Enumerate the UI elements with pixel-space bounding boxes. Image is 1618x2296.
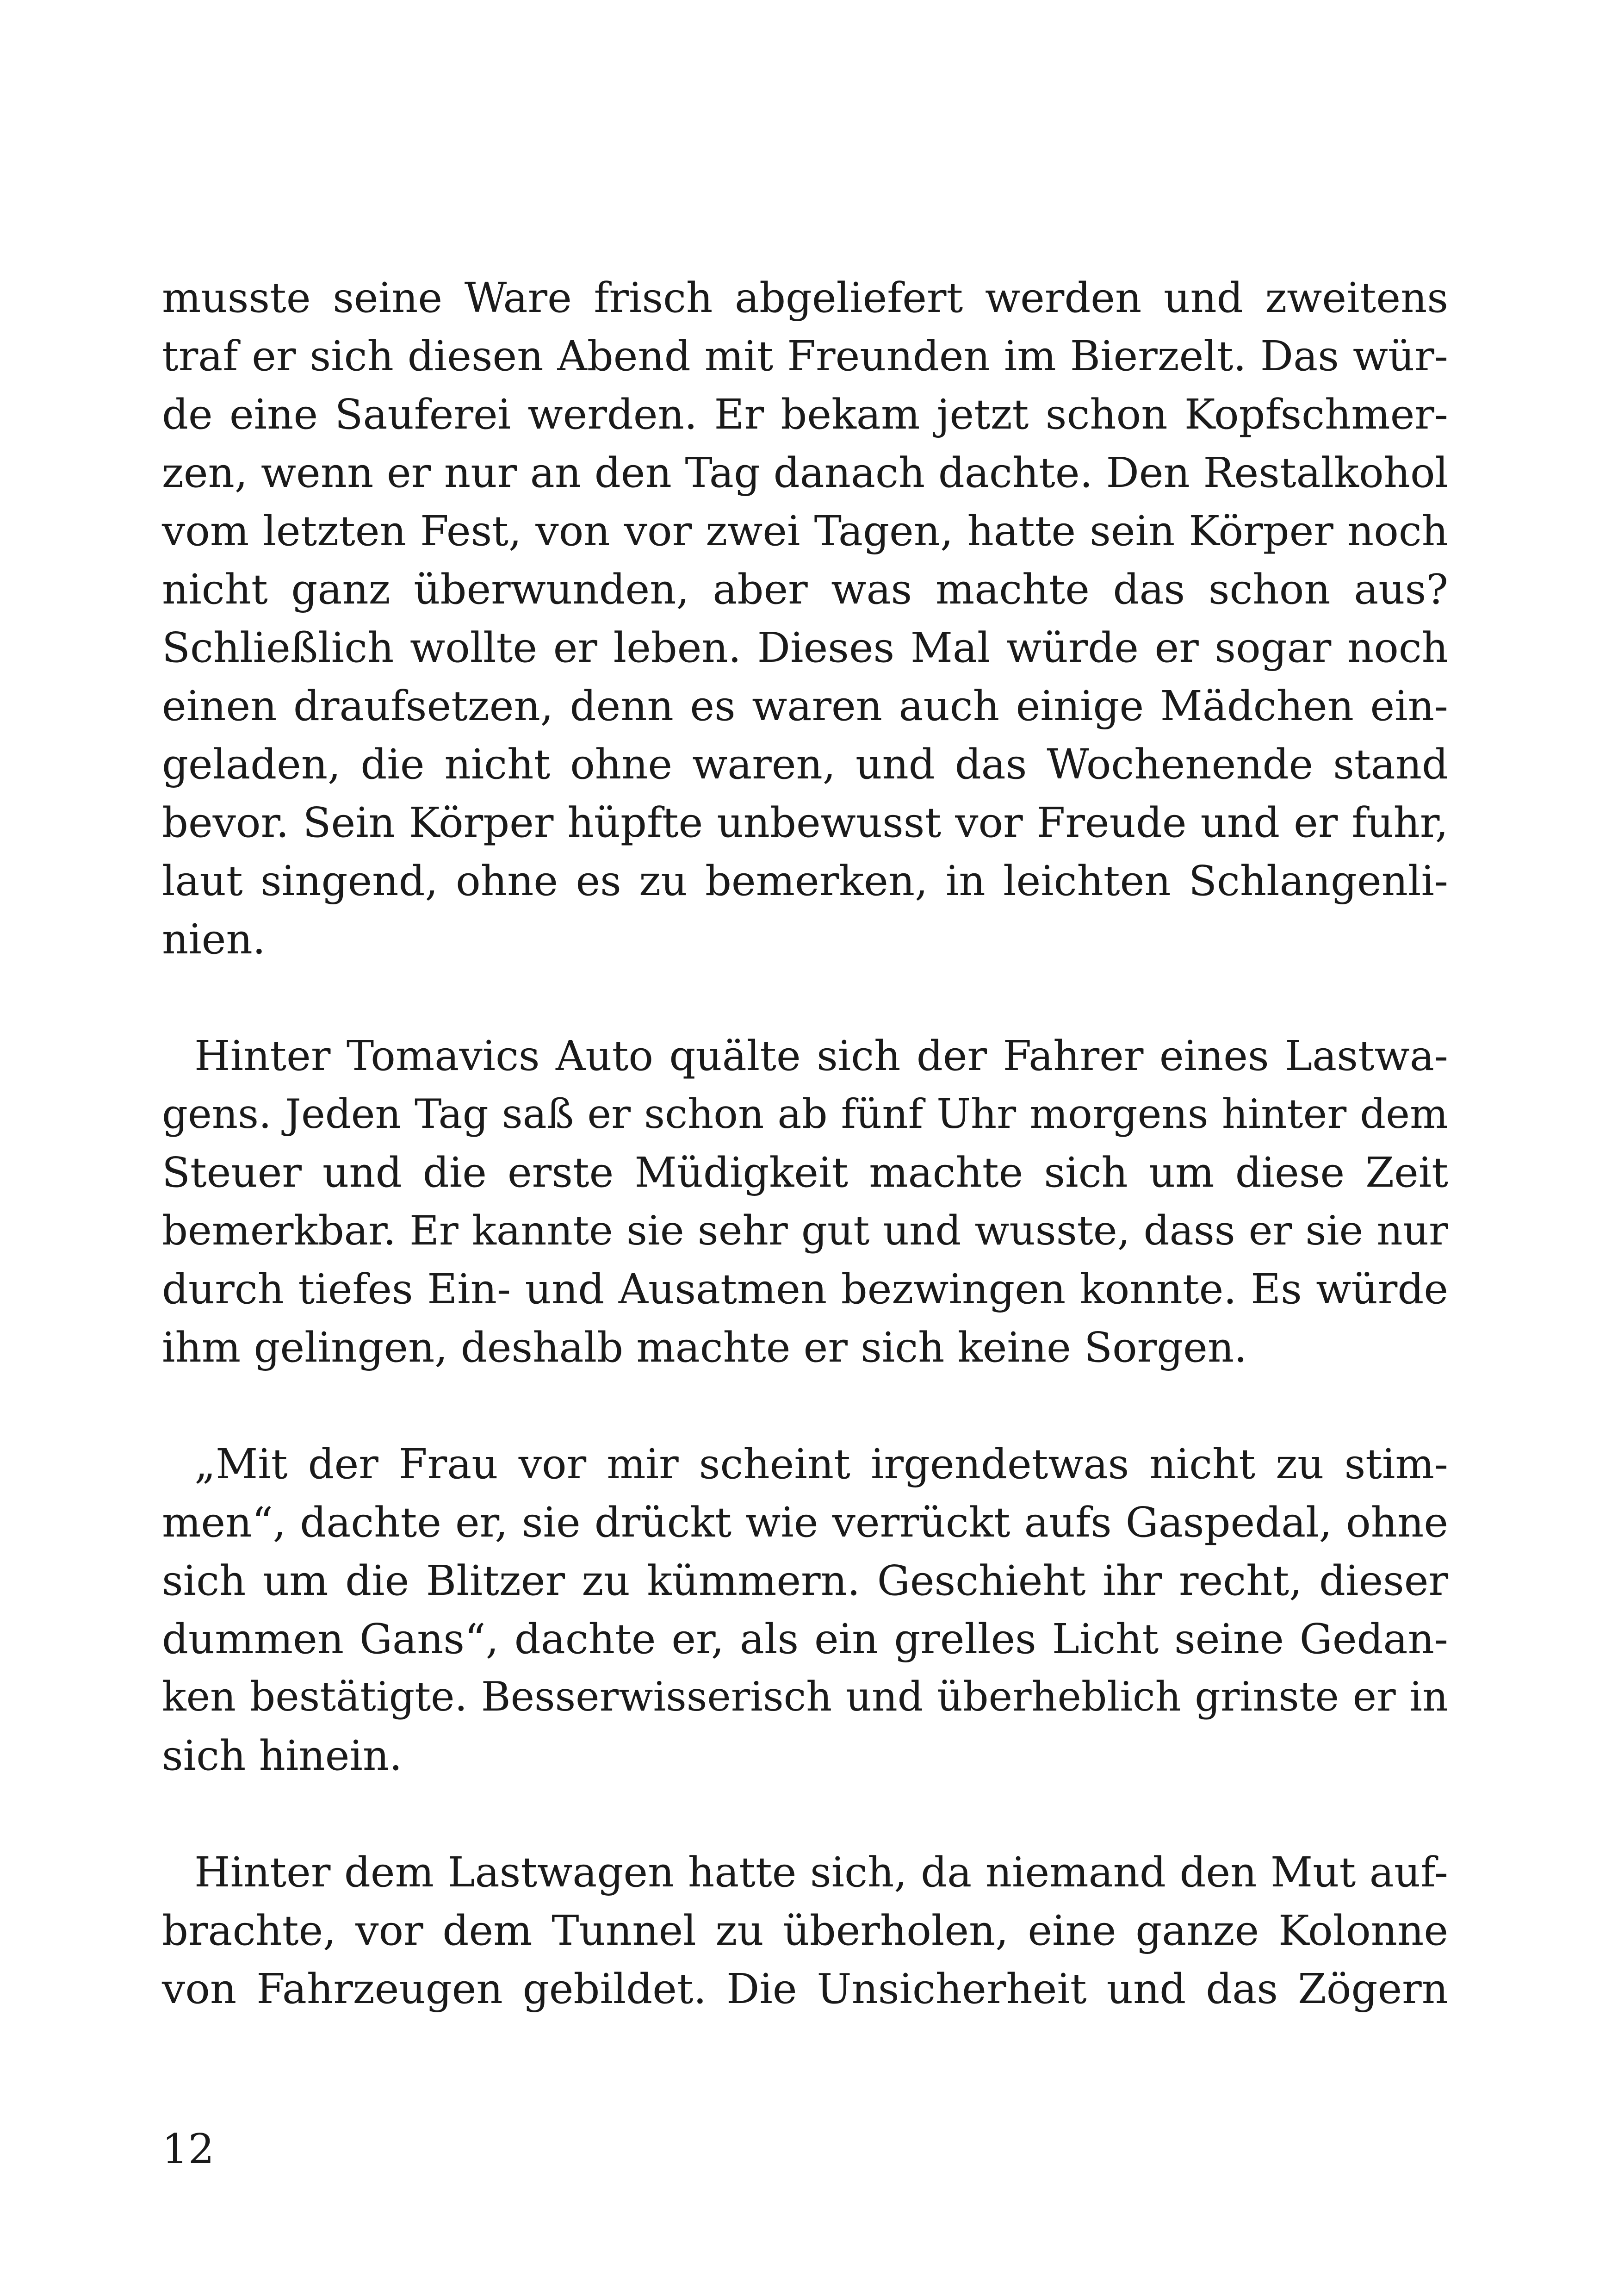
- text-line: zen, wenn er nur an den Tag danach dachte. Den Restalkohol: [162, 448, 1448, 497]
- text-line: men“, dachte er, sie drückt wie verrückt aufs Gaspedal, ohne: [162, 1498, 1448, 1546]
- page-number: 12: [162, 2125, 215, 2173]
- text-line: bemerkbar. Er kannte sie sehr gut und wusste, dass er sie nur: [162, 1207, 1448, 1254]
- text-line: Schließlich wollte er leben. Dieses Mal würde er sogar noch: [162, 623, 1448, 672]
- text-line: brachte, vor dem Tunnel zu überholen, eine ganze Kolonne: [162, 1906, 1448, 1954]
- text-line: de eine Sauferei werden. Er bekam jetzt schon Kopfschmer-: [162, 390, 1448, 438]
- text-line: nicht ganz überwunden, aber was machte das schon aus?: [162, 565, 1448, 613]
- text-line: „Mit der Frau vor mir scheint irgendetwas nicht zu stim-: [194, 1440, 1448, 1488]
- text-line: Hinter dem Lastwagen hatte sich, da niemand den Mut auf-: [194, 1848, 1448, 1896]
- text-line: musste seine Ware frisch abgeliefert werden und zweitens: [162, 274, 1448, 322]
- text-line: Steuer und die erste Müdigkeit machte sich um diese Zeit: [162, 1148, 1448, 1196]
- text-line: gens. Jeden Tag saß er schon ab fünf Uhr morgens hinter dem: [162, 1090, 1448, 1138]
- text-line: einen draufsetzen, denn es waren auch einige Mädchen ein-: [162, 682, 1448, 730]
- text-line: vom letzten Fest, von vor zwei Tagen, hatte sein Körper noch: [162, 507, 1448, 555]
- text-line: Hinter Tomavics Auto quälte sich der Fahrer eines Lastwa-: [194, 1032, 1448, 1080]
- text-line: bevor. Sein Körper hüpfte unbewusst vor Freude und er fuhr,: [162, 798, 1448, 846]
- text-line: durch tiefes Ein- und Ausatmen bezwingen konnte. Es würde: [162, 1265, 1448, 1313]
- text-line: nien.: [162, 915, 266, 963]
- text-line: ihm gelingen, deshalb machte er sich keine Sorgen.: [162, 1323, 1247, 1371]
- text-line: sich um die Blitzer zu kümmern. Geschieht ihr recht, dieser: [162, 1556, 1448, 1605]
- text-line: geladen, die nicht ohne waren, und das Wochenende stand: [162, 740, 1448, 788]
- text-line: ken bestätigte. Besserwisserisch und überheblich grinste er in: [162, 1674, 1448, 1720]
- text-line: laut singend, ohne es zu bemerken, in leichten Schlangenli-: [162, 857, 1448, 905]
- text-line: sich hinein.: [162, 1731, 403, 1780]
- text-line: von Fahrzeugen gebildet. Die Unsicherheit und das Zögern: [162, 1965, 1448, 2013]
- text-line: traf er sich diesen Abend mit Freunden im Bierzelt. Das wür-: [162, 332, 1448, 380]
- text-line: dummen Gans“, dachte er, als ein grelles Licht seine Gedan-: [162, 1615, 1448, 1663]
